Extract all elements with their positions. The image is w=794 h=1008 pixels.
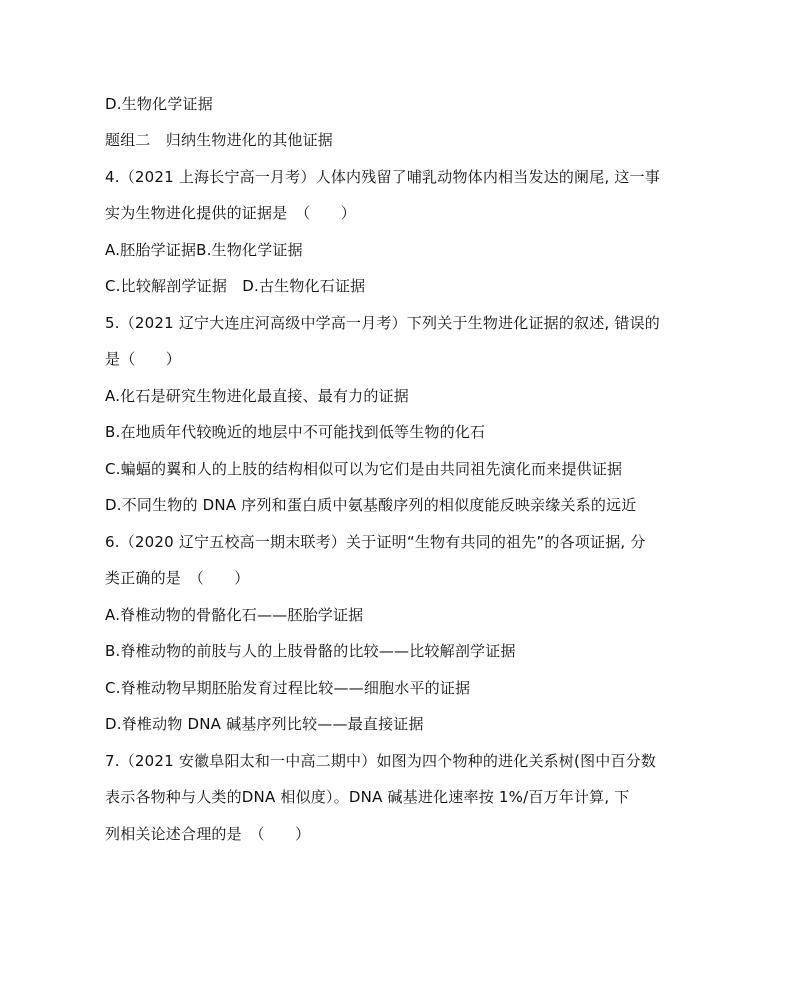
question-6-line-1: 6.（2020 辽宁五校高一期末联考）关于证明“生物有共同的祖先”的各项证据, 分 <box>105 533 646 551</box>
question-6-option-b: B.脊椎动物的前肢与人的上肢骨骼的比较——比较解剖学证据 <box>105 642 516 660</box>
question-6-line-2: 类正确的是 （ ） <box>105 569 250 587</box>
question-4-options-cd: C.比较解剖学证据 D.古生物化石证据 <box>105 277 366 295</box>
question-5-option-b: B.在地质年代较晚近的地层中不可能找到低等生物的化石 <box>105 423 486 441</box>
question-4-options-ab: A.胚胎学证据B.生物化学证据 <box>105 241 303 259</box>
question-7-line-3: 列相关论述合理的是 （ ） <box>105 825 311 843</box>
question-4-line-2: 实为生物进化提供的证据是 （ ） <box>105 204 356 222</box>
question-6-option-d: D.脊椎动物 DNA 碱基序列比较——最直接证据 <box>105 715 424 733</box>
question-7-line-1: 7.（2021 安徽阜阳太和一中高二期中）如图为四个物种的进化关系树(图中百分数 <box>105 752 657 770</box>
question-4-line-1: 4.（2021 上海长宁高一月考）人体内残留了哺乳动物体内相当发达的阑尾, 这一事 <box>105 168 660 186</box>
question-5-option-c: C.蝙蝠的翼和人的上肢的结构相似可以为它们是由共同祖先演化而来提供证据 <box>105 460 623 478</box>
question-6-option-c: C.脊椎动物早期胚胎发育过程比较——细胞水平的证据 <box>105 679 471 697</box>
question-5-option-d: D.不同生物的 DNA 序列和蛋白质中氨基酸序列的相似度能反映亲缘关系的远近 <box>105 496 637 514</box>
question-5-line-1: 5.（2021 辽宁大连庄河高级中学高一月考）下列关于生物进化证据的叙述, 错误的 <box>105 314 660 332</box>
question-6-option-a: A.脊椎动物的骨骼化石——胚胎学证据 <box>105 606 364 624</box>
section-heading: 题组二 归纳生物进化的其他证据 <box>105 131 334 149</box>
option-d-q3: D.生物化学证据 <box>105 95 213 113</box>
question-5-option-a: A.化石是研究生物进化最直接、最有力的证据 <box>105 387 409 405</box>
question-5-line-2: 是（ ） <box>105 350 182 368</box>
question-7-line-2: 表示各物种与人类的DNA 相似度）。DNA 碱基进化速率按 1%/百万年计算, 下 <box>105 788 630 806</box>
